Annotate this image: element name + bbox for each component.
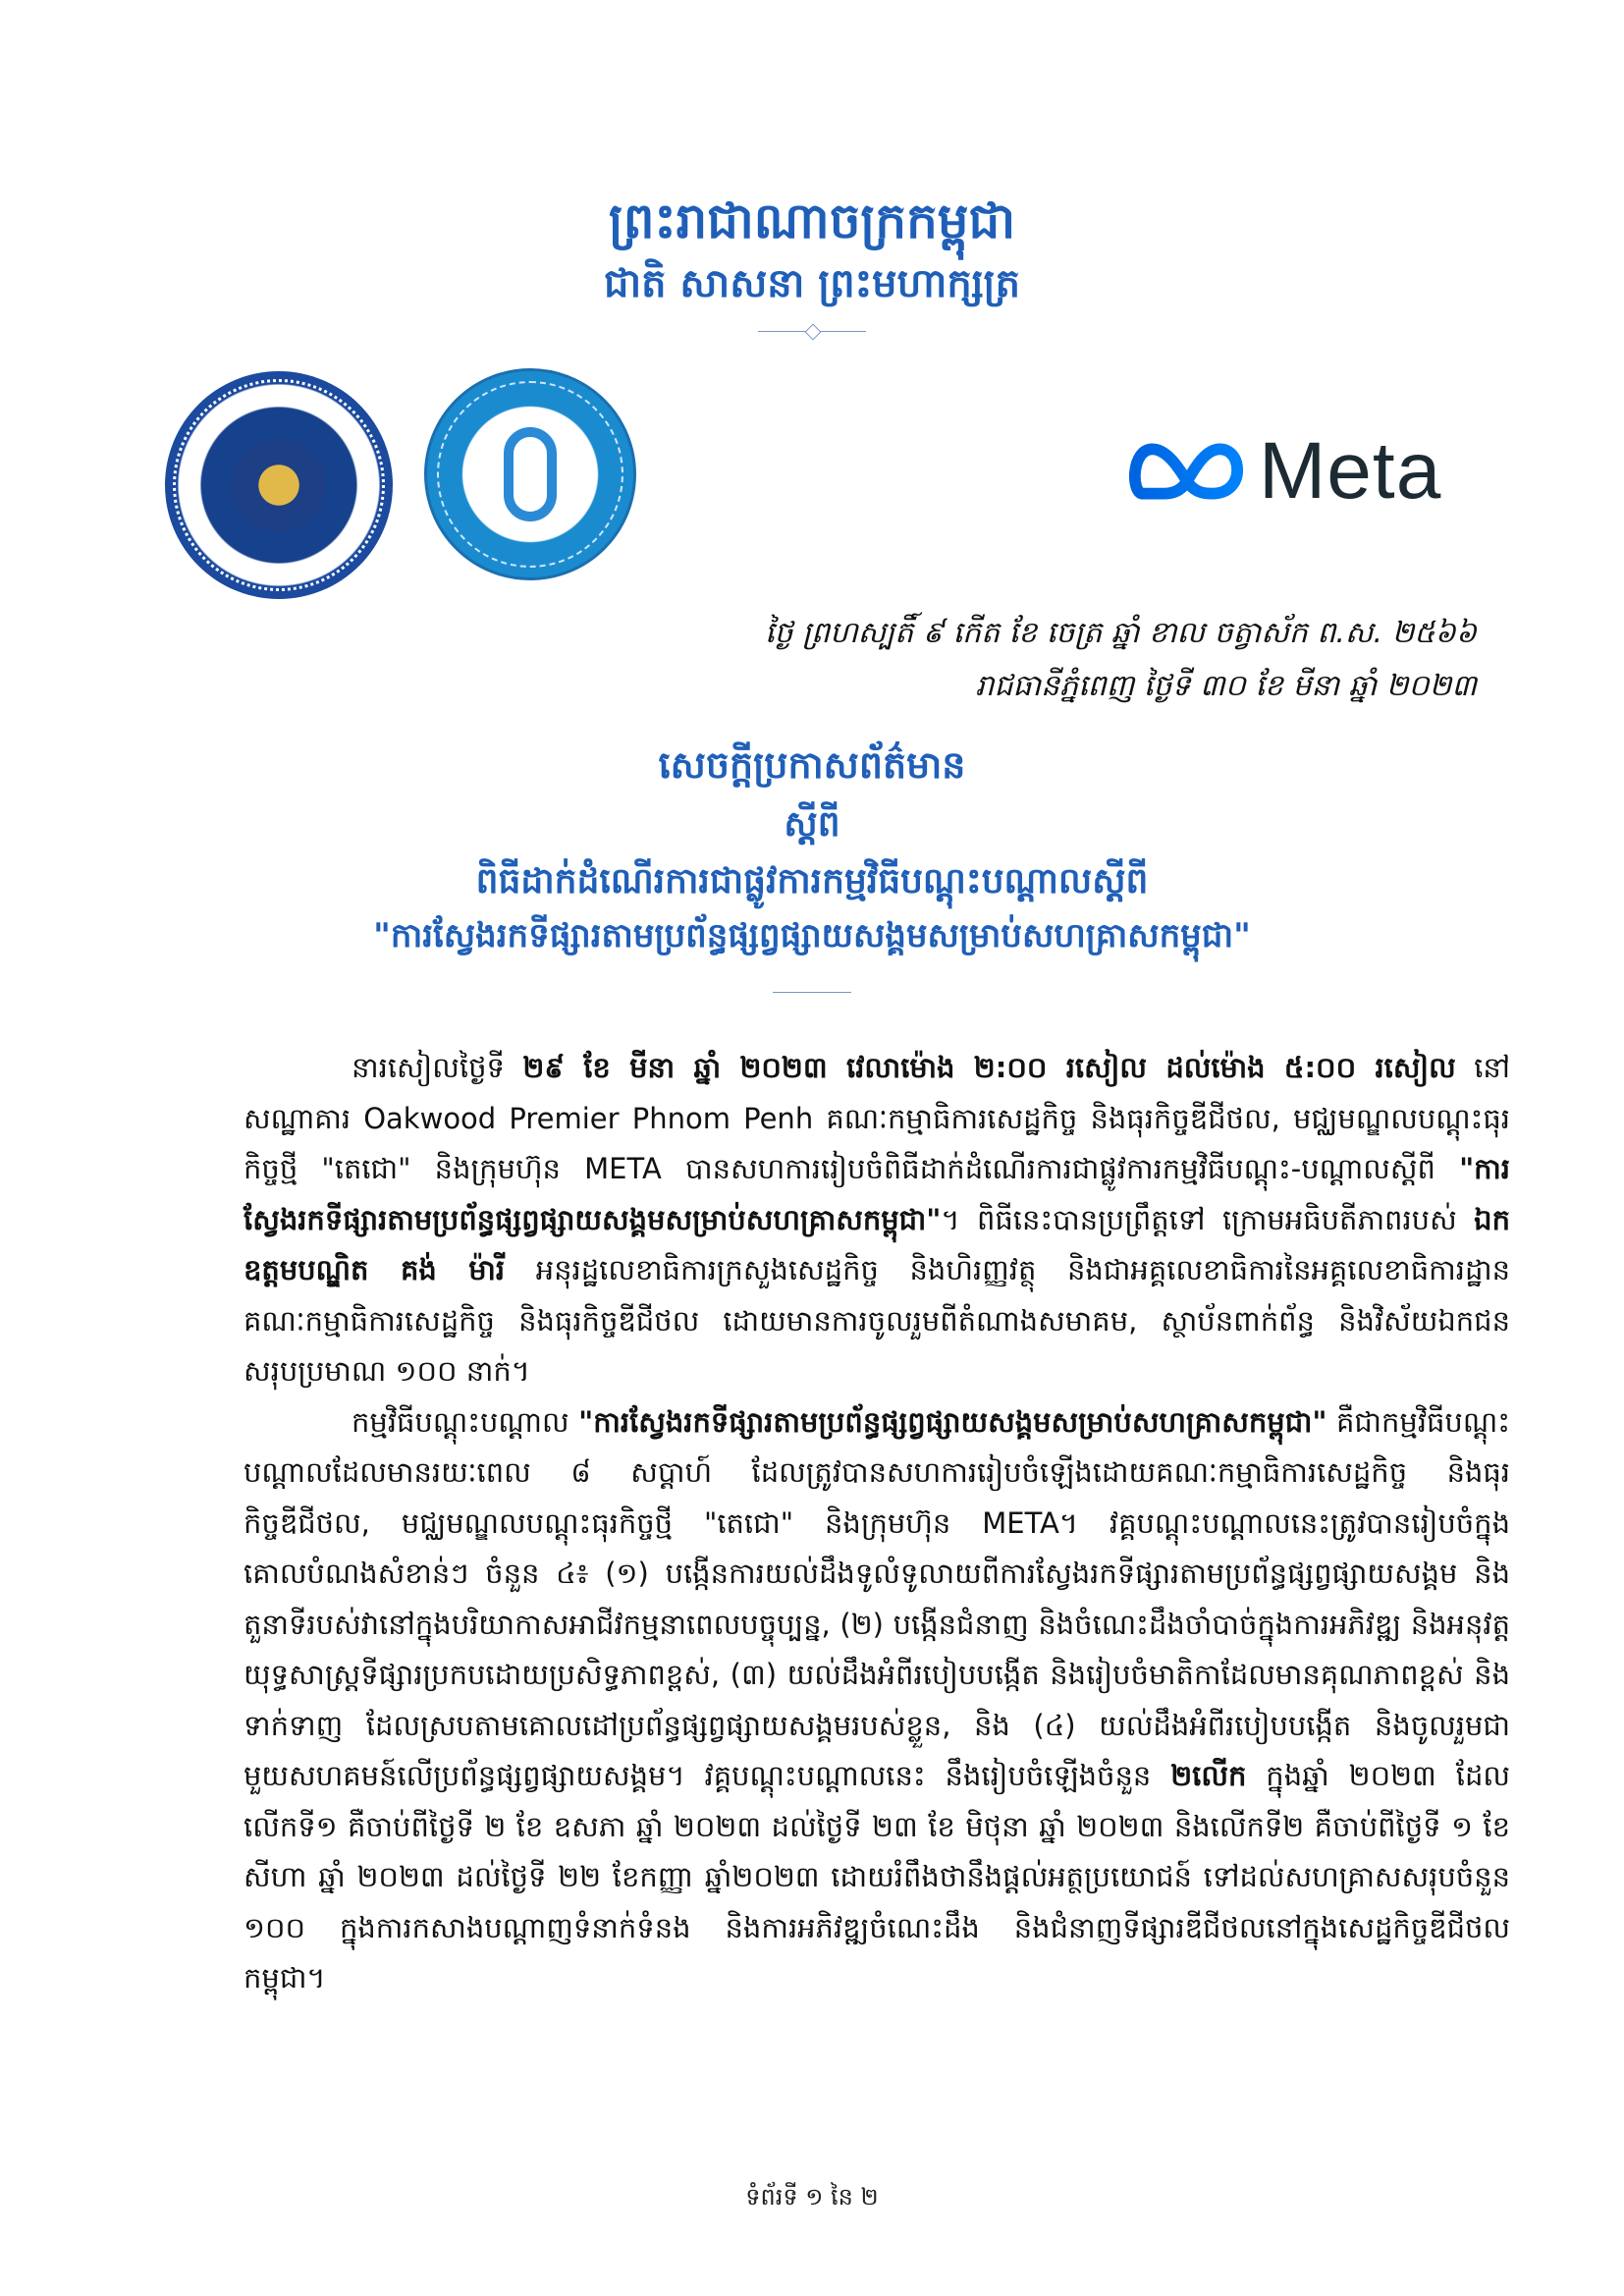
- document-body: [244, 1043, 1510, 2004]
- page-number: ទំព័រទី ១ នៃ ២: [745, 2183, 879, 2211]
- header-divider: [758, 326, 866, 336]
- national-motto: ជាតិ សាសនា ព្រះមហាក្សត្រ: [604, 261, 1020, 306]
- solar-date: រាជធានីភ្នំពេញ ថ្ងៃទី ៣០ ខែ មីនា ឆ្នាំ ២០២៣: [975, 669, 1477, 703]
- meta-logo: [1129, 427, 1441, 516]
- meta-infinity-icon: [1129, 437, 1245, 506]
- title-line-2: ស្តីពី: [784, 804, 840, 845]
- digital-economy-committee-logo-icon: [165, 371, 393, 599]
- title-line-3: ពិធីដាក់ដំណើរការជាផ្លូវការកម្មវិធីបណ្តុះបណ្តាលស្តីពី: [475, 861, 1149, 902]
- paragraph-2: កម្មវិធីបណ្តុះបណ្តាល "ការស្វែងរកទីផ្សារតាមប្រព័ន្ធផ្សព្វផ្សាយសង្គមសម្រាប់សហគ្រាសកម្ពុជា" គឺជាកម្មវិធីបណ្តុះបណ្តាលដែលមានរយៈពេល ៨ សប្តាហ៍ ដែលត្រូវបានសហការរៀបចំឡើងដោយគណៈកម្មាធិការសេដ្ឋកិច្ច និងធុរកិច្ចឌីជីថល, មជ្ឈមណ្ឌលបណ្តុះធុរកិច្ចថ្មី "តេជោ" និងក្រុមហ៊ុន META។ វគ្គបណ្តុះបណ្តាលនេះត្រូវបានរៀបចំក្នុងគោលបំណងសំខាន់ៗ ចំនួន ៤៖ (១) បង្កើនការយល់ដឹងទូលំទូលាយពីការស្វែងរកទីផ្សារតាមប្រព័ន្ធផ្សព្វផ្សាយសង្គម និងតួនាទីរបស់វានៅក្នុងបរិយាកាសអាជីវកម្មនាពេលបច្ចុប្បន្ន, (២) បង្កើនជំនាញ និងចំណេះដឹងចាំបាច់ក្នុងការអភិវឌ្ឍ និងអនុវត្តយុទ្ធសាស្ត្រទីផ្សារប្រកបដោយប្រសិទ្ធភាពខ្ពស់, (៣) យល់ដឹងអំពីរបៀបបង្កើត និងរៀបចំមាតិកាដែលមានគុណភាពខ្ពស់ និងទាក់ទាញ ដែលស្របតាមគោលដៅប្រព័ន្ធផ្សព្វផ្សាយសង្គមរបស់ខ្លួន, និង (៤) យល់ដឹងអំពីរបៀបបង្កើត និងចូលរួមជាមួយសហគមន៍លើប្រព័ន្ធផ្សព្វផ្សាយសង្គម។ វគ្គបណ្តុះបណ្តាលនេះ នឹងរៀបចំឡើងចំនួន ២លើក ក្នុងឆ្នាំ ២០២៣ ដែលលើកទី១ គឺចាប់ពីថ្ងៃទី ២ ខែ ឧសភា ឆ្នាំ ២០២៣ ដល់ថ្ងៃទី ២៣ ខែ មិថុនា ឆ្នាំ ២០២៣ និងលើកទី២ គឺចាប់ពីថ្ងៃទី ១ ខែ សីហា ឆ្នាំ ២០២៣ ដល់ថ្ងៃទី ២២ ខែកញ្ញា ឆ្នាំ២០២៣ ដោយរំពឹងថានឹងផ្តល់អត្ថប្រយោជន៍ ទៅដល់សហគ្រាសសរុបចំនួន ១០០ ក្នុងការកសាងបណ្តាញទំនាក់ទំនង និងការអភិវឌ្ឍចំណេះដឹង និងជំនាញទីផ្សារឌីជីថលនៅក្នុងសេដ្ឋកិច្ចឌីជីថលកម្ពុជា។: [244, 1404, 1510, 1995]
- document-header: [0, 187, 1624, 336]
- paragraph-1: នារសៀលថ្ងៃទី ២៩ ខែ មីនា ឆ្នាំ ២០២៣ វេលាម៉ោង ២:០០ រសៀល ដល់ម៉ោង ៥:០០ រសៀល នៅ សណ្ឋាគារ Oakwood Premier Phnom Penh គណៈកម្មាធិការសេដ្ឋកិច្ច និងធុរកិច្ចឌីជីថល, មជ្ឈមណ្ឌលបណ្តុះធុរកិច្ចថ្មី "តេជោ" និងក្រុមហ៊ុន META បានសហការរៀបចំពិធីដាក់ដំណើរការជាផ្លូវការកម្មវិធីបណ្តុះ-បណ្តាលស្តីពី "ការស្វែងរកទីផ្សារតាមប្រព័ន្ធផ្សព្វផ្សាយសង្គមសម្រាប់សហគ្រាសកម្ពុជា"។ ពិធីនេះបានប្រព្រឹត្តទៅ ក្រោមអធិបតីភាពរបស់ ឯកឧត្តមបណ្ឌិត គង់ ម៉ារី អនុរដ្ឋលេខាធិការក្រសួងសេដ្ឋកិច្ច និងហិរញ្ញវត្ថុ និងជាអគ្គលេខាធិការនៃអគ្គលេខាធិការដ្ឋានគណៈកម្មាធិការសេដ្ឋកិច្ច និងធុរកិច្ចឌីជីថល ដោយមានការចូលរួមពីតំណាងសមាគម, ស្ថាប័នពាក់ព័ន្ធ និងវិស័យឯកជន សរុបប្រមាណ ១០០ នាក់។: [244, 1051, 1511, 1388]
- kingdom-title: ព្រះរាជាណាចក្រកម្ពុជា: [608, 192, 1016, 249]
- meta-wordmark: Meta: [1259, 426, 1442, 516]
- press-release-title: [0, 735, 1624, 996]
- title-divider: [773, 988, 851, 996]
- techo-startup-center-logo-icon: [424, 368, 636, 580]
- date-block: [765, 607, 1477, 713]
- title-line-1: សេចក្តីប្រកាសព័ត៌មាន: [658, 743, 966, 787]
- title-line-4: "ការស្វែងរកទីផ្សារតាមប្រព័ន្ធផ្សព្វផ្សាយសង្គមសម្រាប់សហគ្រាសកម្ពុជា": [373, 916, 1251, 956]
- lunar-date: ថ្ងៃ ព្រហស្បតិ៍ ៩ កើត ខែ ចេត្រ ឆ្នាំ ខាល ចត្វាស័ក ព.ស. ២៥៦៦: [765, 616, 1477, 650]
